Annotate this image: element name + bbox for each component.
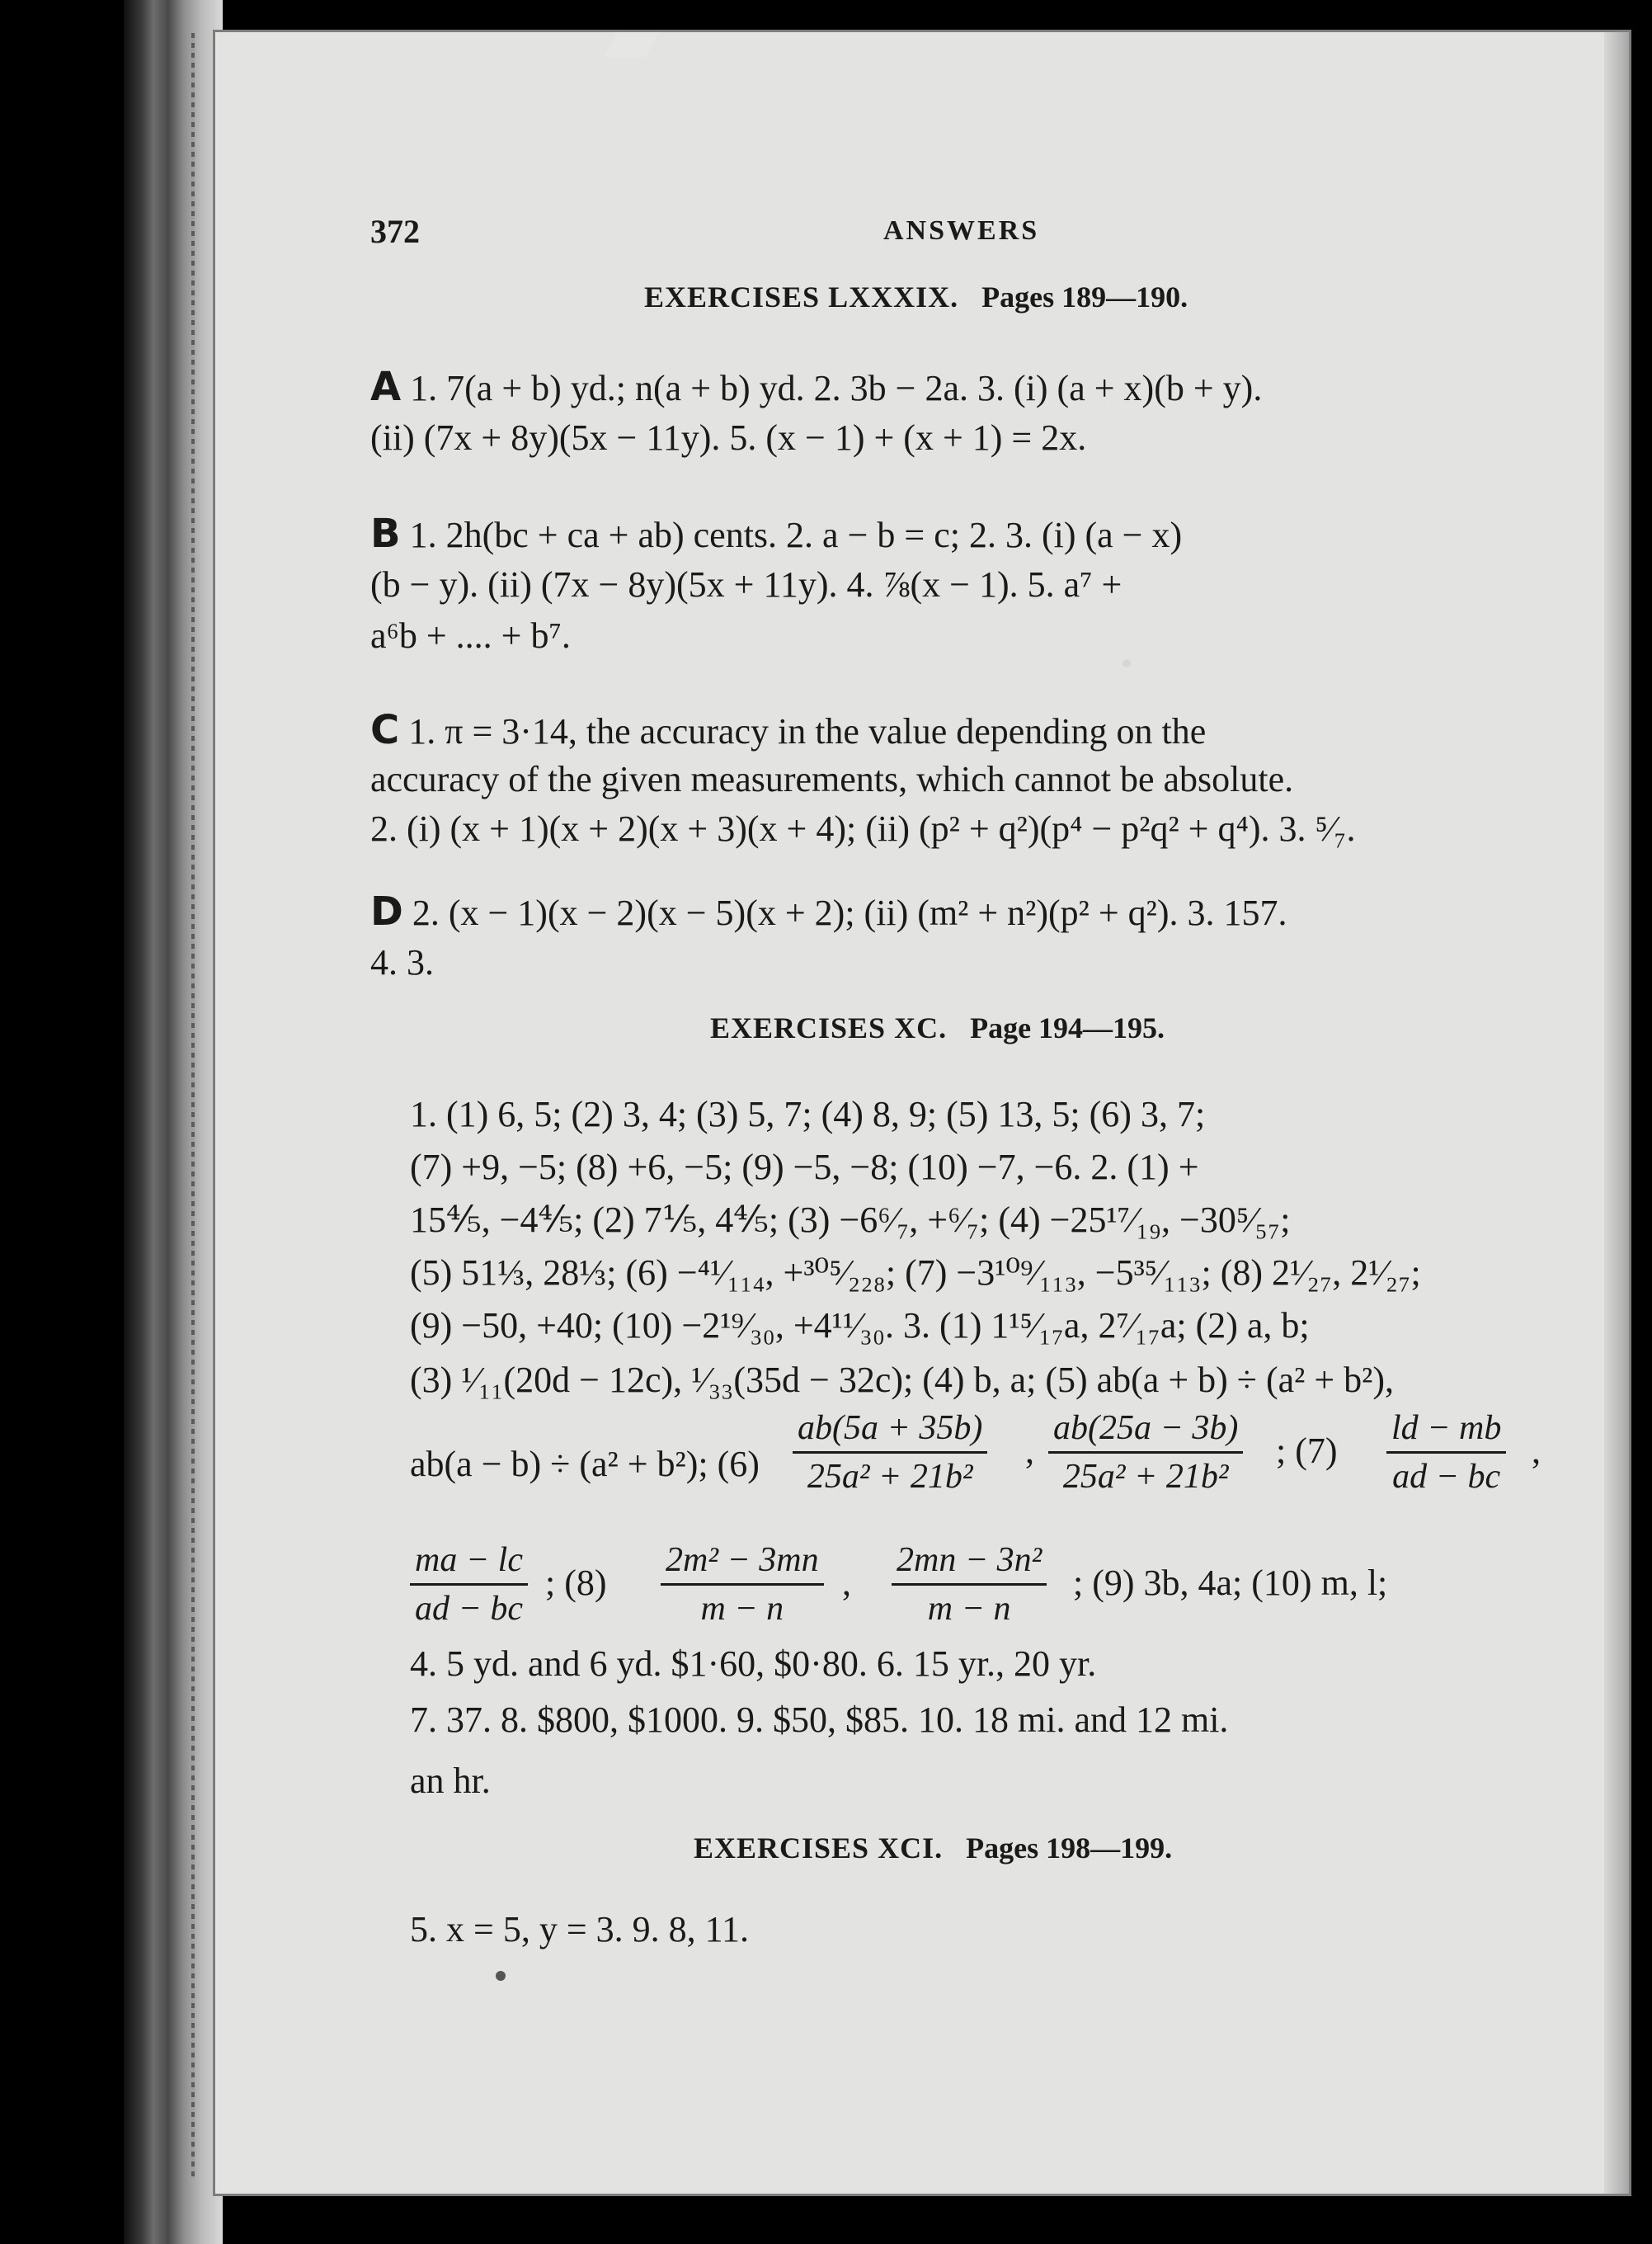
fraction-6b — [1048, 1408, 1243, 1497]
fraction-7a — [1386, 1408, 1506, 1497]
section-B-label: B — [370, 511, 401, 557]
exercise-91-pages: Pages 198—199. — [966, 1832, 1173, 1864]
ex90-line-7-mid: ; (7) — [1276, 1431, 1338, 1471]
fraction-denominator: 25a² + 21b² — [1062, 1458, 1229, 1496]
book-page — [213, 30, 1631, 2196]
spine-stitching — [191, 33, 195, 2178]
fraction-8b — [892, 1540, 1047, 1629]
fraction-numerator: 2mn − 3n² — [892, 1540, 1047, 1586]
ex90-line-6: (3) ¹⁄₁₁(20d − 12c), ¹⁄₃₃(35d − 32c); (4) b, a; (5) ab(a + b) ÷ (a² + b²), — [410, 1360, 1394, 1400]
exercise-91-title: EXERCISES XCI. — [694, 1832, 944, 1864]
ex90-line-11: an hr. — [410, 1761, 491, 1801]
page-content — [215, 32, 1629, 2194]
fraction-comma: , — [1025, 1431, 1034, 1471]
fraction-comma: , — [842, 1563, 851, 1603]
exercise-89-heading — [644, 280, 1188, 314]
ex90-line-7-prefix: ab(a − b) ÷ (a² + b²); (6) — [410, 1444, 760, 1484]
fraction-denominator: ad − bc — [415, 1590, 523, 1628]
ex90-line-2: (7) +9, −5; (8) +6, −5; (9) −5, −8; (10) −7, −6. 2. (1) + — [410, 1147, 1199, 1187]
section-C-label: C — [370, 707, 400, 753]
ex89-A-line-2: (ii) (7x + 8y)(5x − 11y). 5. (x − 1) + (x + 1) = 2x. — [370, 417, 1087, 458]
ex89-B-line-2: (b − y). (ii) (7x − 8y)(5x + 11y). 4. ⅞(x − 1). 5. a⁷ + — [370, 564, 1123, 605]
exercise-91-heading — [694, 1831, 1172, 1865]
ex89-D-line-2: 4. 3. — [370, 942, 434, 983]
fraction-8a — [661, 1540, 824, 1629]
page-number: 372 — [370, 213, 420, 250]
fraction-denominator: 25a² + 21b² — [807, 1458, 973, 1496]
fraction-6a — [793, 1408, 987, 1497]
fraction-denominator: m − n — [927, 1590, 1011, 1628]
section-A-label: A — [370, 364, 402, 410]
ex89-B-text-1: 1. 2h(bc + ca + ab) cents. 2. a − b = c; 2. 3. (i) (a − x) — [409, 515, 1183, 555]
fraction-numerator: 2m² − 3mn — [661, 1540, 824, 1586]
fraction-denominator: m − n — [700, 1590, 784, 1628]
ex90-line-5: (9) −50, +40; (10) −2¹⁹⁄₃₀, +4¹¹⁄₃₀. 3. (1) 1¹⁵⁄₁₇a, 2⁷⁄₁₇a; (2) a, b; — [410, 1305, 1310, 1346]
ex89-C-line-2: accuracy of the given measurements, which cannot be absolute. — [370, 759, 1294, 799]
ex89-A-line-1 — [370, 362, 1262, 413]
exercise-90-title: EXERCISES XC. — [710, 1011, 948, 1044]
fraction-numerator: ab(25a − 3b) — [1048, 1408, 1243, 1454]
ex89-C-line-1 — [370, 705, 1206, 757]
ex89-A-text-1: 1. 7(a + b) yd.; n(a + b) yd. 2. 3b − 2a. 3. (i) (a + x)(b + y). — [410, 368, 1263, 408]
ex90-line-1: 1. (1) 6, 5; (2) 3, 4; (3) 5, 7; (4) 8, 9; (5) 13, 5; (6) 3, 7; — [410, 1094, 1206, 1134]
ex90-line-4: (5) 51⅓, 28⅓; (6) −⁴¹⁄₁₁₄, +³⁰⁵⁄₂₂₈; (7) −3¹⁰⁹⁄₁₁₃, −5³⁵⁄₁₁₃; (8) 2¹⁄₂₇, 2¹⁄₂₇; — [410, 1252, 1421, 1293]
fraction-7b — [410, 1540, 528, 1629]
ex90-line-10: 7. 37. 8. $800, $1000. 9. $50, $85. 10. 18 mi. and 12 mi. — [410, 1700, 1229, 1740]
fraction-denominator: ad − bc — [1392, 1458, 1501, 1496]
exercise-89-pages: Pages 189—190. — [981, 280, 1188, 314]
ex89-D-line-1 — [370, 887, 1287, 938]
ex90-line-3: 15⅘, −4⅘; (2) 7⅕, 4⅘; (3) −6⁶⁄₇, +⁶⁄₇; (4) −25¹⁷⁄₁₉, −30⁵⁄₅₇; — [410, 1200, 1291, 1240]
fraction-numerator: ab(5a + 35b) — [793, 1408, 987, 1454]
fraction-numerator: ma − lc — [410, 1540, 528, 1586]
exercise-89-title: EXERCISES LXXXIX. — [644, 280, 959, 314]
ex89-C-text-1: 1. π = 3·14, the accuracy in the value depending on the — [408, 711, 1207, 752]
ex90-line-8-prefix: ; (8) — [545, 1563, 607, 1603]
ex89-B-line-3: a⁶b + .... + b⁷. — [370, 615, 571, 656]
fraction-comma: , — [1532, 1431, 1541, 1471]
ex89-D-text-1: 2. (x − 1)(x − 2)(x − 5)(x + 2); (ii) (m² + n²)(p² + q²). 3. 157. — [412, 893, 1287, 933]
ex90-line-8-suffix: ; (9) 3b, 4a; (10) m, l; — [1073, 1563, 1388, 1603]
ex89-B-line-1 — [370, 509, 1182, 560]
running-head: ANSWERS — [883, 215, 1040, 246]
fraction-numerator: ld − mb — [1386, 1408, 1506, 1454]
ex90-line-9: 4. 5 yd. and 6 yd. $1·60, $0·80. 6. 15 yr., 20 yr. — [410, 1643, 1097, 1684]
exercise-90-heading — [710, 1011, 1165, 1045]
section-D-label: D — [370, 889, 403, 935]
exercise-90-pages: Page 194—195. — [970, 1011, 1165, 1044]
ex89-C-line-3: 2. (i) (x + 1)(x + 2)(x + 3)(x + 4); (ii) (p² + q²)(p⁴ − p²q² + q⁴). 3. ⁵⁄₇. — [370, 808, 1356, 849]
ex91-line-1: 5. x = 5, y = 3. 9. 8, 11. — [410, 1909, 749, 1949]
book-spine — [124, 0, 223, 2244]
